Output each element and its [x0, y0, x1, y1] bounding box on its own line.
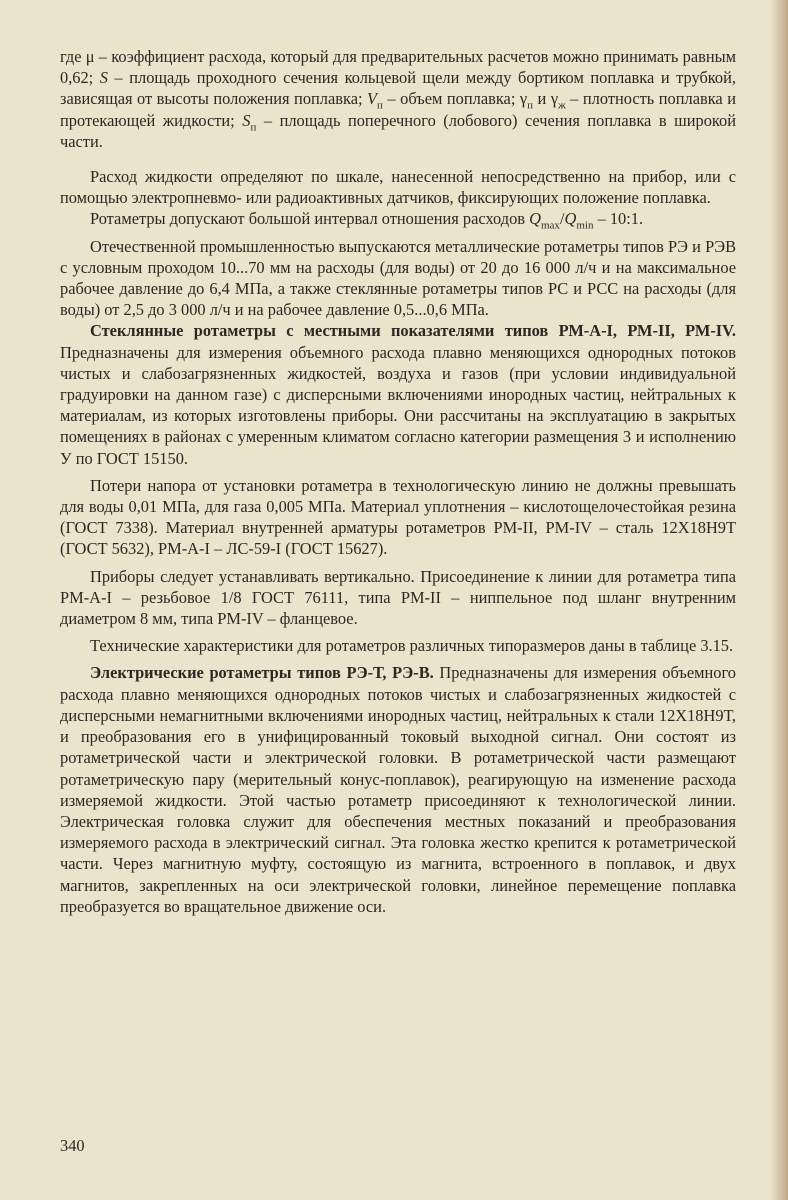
text-segment: – площадь проходного сечения кольцевой щели между бортиком поплавка и трубкой, зависящая от высоты положения поплавка;: [60, 68, 736, 109]
text-segment: Стеклянные ротаметры с местными показателями типов РМ-А-I, РМ-II, РМ-IV.: [90, 321, 736, 341]
paragraph-formula-legend: [60, 46, 736, 152]
text-segment: S: [99, 68, 108, 88]
paragraph-domestic-rotameters: [60, 236, 736, 321]
text-segment: /: [559, 209, 565, 229]
text-segment: – 10:1.: [593, 209, 644, 229]
paragraph-flow-measurement: [60, 166, 736, 208]
text-segment: – плотность поплавка и протекающей жидкости;: [60, 89, 736, 130]
text-segment: – площадь поперечного (лобового) сечения поплавка в широкой части.: [60, 110, 736, 151]
text-segment: Потери напора от установки ротаметра в технологическую линию не должны превышать для воды 0,01 МПа, для газа 0,005 МПа. Материал уплотнения – кислотощелочестойкая резина (ГОСТ 7338). Материал внутренней арматуры ротаметров РМ-II, РМ-IV – сталь 12Х18Н9Т (ГОСТ 5632), РМ-А-I – ЛС-59-I (ГОСТ 15627).: [60, 475, 736, 559]
text-segment: S: [242, 110, 251, 130]
page-edge-shadow: [770, 0, 788, 1200]
text-segment: Приборы следует устанавливать вертикально. Присоединение к линии для ротаметра типа РМ-А-I – резьбовое 1/8 ГОСТ 76111, типа РМ-II – ниппельное под шланг внутренним диаметром 8 мм, типа РМ-IV – фланцевое.: [60, 566, 736, 629]
text-segment: Отечественной промышленностью выпускаются металлические ротаметры типов РЭ и РЭВ с условным проходом 10...70 мм на расходы (для воды) от 20 до 16 000 л/ч и на максимальное рабочее давление до 6,4 МПа, а также стеклянные ротаметры типов РС и РСС на расходы (для воды) от 2,5 до 3 000 л/ч и на рабочее давление 0,5...0,6 МПа.: [60, 236, 736, 320]
text-segment: п: [527, 99, 534, 112]
paragraph-electric-rotameters: [60, 662, 736, 916]
text-segment: max: [540, 219, 560, 232]
page-number: 340: [60, 1136, 85, 1155]
text-segment: где μ – коэффициент расхода, который для предварительных расчетов можно принимать равным 0,62;: [60, 47, 736, 88]
text-segment: Предназначены для измерения объемного расхода плавно меняющихся однородных потоков чистых и слабозагрязненных жидкостей с дисперсными немагнитными включениями инородных частиц, нейтральных к стали 12Х18Н9Т, и преобразования его в унифицированный токовый выходной сигнал. Они состоят из ротаметрической части и электрической головки. В ротаметрической части размещают ротаметрическую пару (мерительный конус-поплавок), реагирующую на изменение расхода измеряемой жидкости. Этой частью ротаметр присоединяют к технологической линии. Электрическая головка служит для обеспечения местных показаний и преобразования измеряемого расхода в электрический сигнал. Эта головка жестко крепится к ротаметрической части. Через магнитную муфту, состоящую из магнита, встроенного в поплавок, и двух магнитов, закрепленных на оси электрической головки, линейное перемещение поплавка преобразуется во вращательное движение оси.: [60, 663, 736, 916]
text-segment: ж: [558, 99, 566, 112]
paragraph-table-reference: [60, 635, 736, 656]
text-segment: – объем поплавка; γ: [382, 89, 528, 109]
paragraph-installation: [60, 566, 736, 630]
text-segment: Предназначены для измерения объемного расхода плавно меняющихся однородных потоков чистых и слабозагрязненных жидкостей, воздуха и газов (при условии индивидуальной градуировки на данном газе) с дисперсными включениями инородных частиц, нейтральных к материалам, из которых изготовлены приборы. Они рассчитаны на эксплуатацию в закрытых помещениях в районах с умеренным климатом согласно категории размещения 3 и исполнению У по ГОСТ 15150.: [60, 342, 736, 468]
text-segment: п: [377, 99, 383, 112]
text-segment: и γ: [533, 89, 559, 109]
text-segment: Q: [529, 209, 541, 229]
text-segment: Технические характеристики для ротаметров различных типоразмеров даны в таблице 3.15.: [90, 636, 734, 656]
text-segment: Расход жидкости определяют по шкале, нанесенной непосредственно на прибор, или с помощью электропневмо- или радиоактивных датчиков, фиксирующих положение поплавка.: [60, 167, 736, 208]
text-segment: Ротаметры допускают большой интервал отношения расходов: [90, 209, 530, 229]
paragraph-flow-ratio: [60, 208, 736, 232]
paragraph-glass-rotameters: [60, 320, 736, 468]
text-segment: Электрические ротаметры типов РЭ-Т, РЭ-В.: [90, 663, 434, 683]
text-segment: Q: [564, 209, 577, 229]
text-segment: п: [250, 120, 257, 133]
paragraph-pressure-losses: [60, 475, 736, 560]
text-segment: min: [576, 219, 594, 232]
text-segment: V: [367, 89, 378, 109]
